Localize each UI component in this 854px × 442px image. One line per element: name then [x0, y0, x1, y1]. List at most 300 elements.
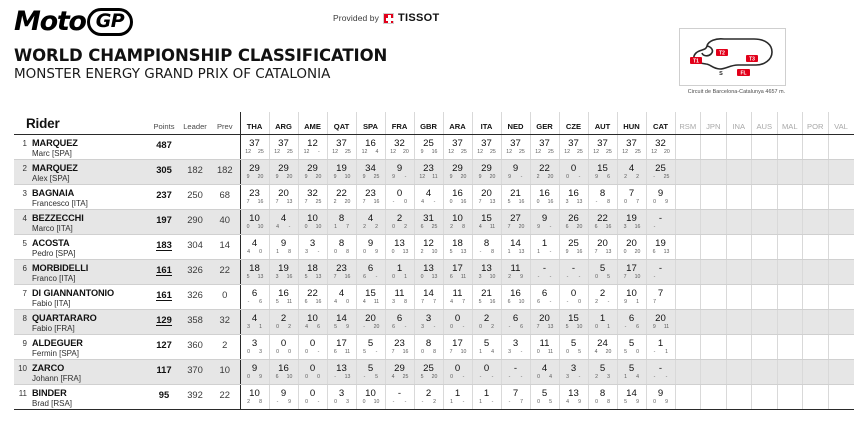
column-header-aut[interactable]: AUT	[588, 112, 617, 134]
result-cell-cat[interactable]	[646, 284, 675, 309]
result-cell-ita[interactable]	[472, 334, 501, 359]
result-cell-gbr[interactable]	[414, 259, 443, 284]
result-total: 0	[309, 362, 316, 374]
result-cell-ned[interactable]	[501, 384, 530, 409]
result-cell-mal[interactable]	[777, 359, 803, 384]
result-cell-aut[interactable]	[588, 259, 617, 284]
result-cell-hun[interactable]	[617, 159, 646, 184]
result-cell-ara[interactable]	[443, 209, 472, 234]
result-cell-ned[interactable]	[501, 309, 530, 334]
table-row[interactable]	[14, 234, 854, 259]
result-cell-aus[interactable]	[752, 284, 778, 309]
result-cell-jpn[interactable]	[701, 334, 727, 359]
result-cell-tha[interactable]	[240, 384, 269, 409]
result-cell-fra[interactable]	[385, 159, 414, 184]
result-cell-rsm[interactable]	[675, 184, 701, 209]
rider-name-cell[interactable]	[30, 334, 148, 359]
result-cell-ara[interactable]	[443, 384, 472, 409]
result-cell-aut[interactable]	[588, 384, 617, 409]
column-header-spa[interactable]: SPA	[356, 112, 385, 134]
result-cell-rsm[interactable]	[675, 134, 701, 159]
result-cell-ara[interactable]	[443, 259, 472, 284]
result-cell-ame[interactable]	[298, 184, 327, 209]
result-cell-ger[interactable]	[530, 384, 559, 409]
result-cell-rsm[interactable]	[675, 259, 701, 284]
result-cell-ina[interactable]	[726, 284, 752, 309]
result-cell-spa[interactable]	[356, 384, 385, 409]
result-cell-cat[interactable]	[646, 259, 675, 284]
result-cell-val[interactable]	[828, 234, 854, 259]
column-header-ame[interactable]: AME	[298, 112, 327, 134]
result-cell-spa[interactable]	[356, 209, 385, 234]
result-cell-fra[interactable]	[385, 384, 414, 409]
sprint-points: 4	[391, 373, 395, 380]
result-cell-ina[interactable]	[726, 384, 752, 409]
result-cell-aut[interactable]	[588, 334, 617, 359]
result-cell-val[interactable]	[828, 384, 854, 409]
column-header-rsm[interactable]: RSM	[675, 112, 701, 134]
result-cell-cat[interactable]	[646, 234, 675, 259]
result-cell-ame[interactable]	[298, 259, 327, 284]
result-cell-fra[interactable]	[385, 259, 414, 284]
result-cell-aut[interactable]	[588, 209, 617, 234]
result-cell-aut[interactable]	[588, 134, 617, 159]
result-cell-ned[interactable]	[501, 159, 530, 184]
result-cell-ned[interactable]	[501, 209, 530, 234]
result-cell-aut[interactable]	[588, 284, 617, 309]
result-cell-val[interactable]	[828, 359, 854, 384]
table-row[interactable]	[14, 309, 854, 334]
result-cell-mal[interactable]	[777, 234, 803, 259]
result-cell-ita[interactable]	[472, 184, 501, 209]
result-cell-cze[interactable]	[559, 234, 588, 259]
sprint-points: 0	[276, 348, 279, 355]
table-row[interactable]	[14, 284, 854, 309]
result-cell-cat[interactable]	[646, 134, 675, 159]
result-cell-arg[interactable]	[269, 234, 298, 259]
result-cell-hun[interactable]	[617, 234, 646, 259]
table-row[interactable]	[14, 209, 854, 234]
result-cell-ina[interactable]	[726, 309, 752, 334]
result-total: 22	[336, 187, 347, 199]
result-cell-aus[interactable]	[752, 209, 778, 234]
result-cell-arg[interactable]	[269, 259, 298, 284]
result-cell-aut[interactable]	[588, 309, 617, 334]
result-cell-jpn[interactable]	[701, 359, 727, 384]
table-row[interactable]	[14, 184, 854, 209]
result-breakdown	[328, 349, 356, 356]
result-cell-aut[interactable]	[588, 359, 617, 384]
result-cell-hun[interactable]	[617, 334, 646, 359]
column-header-aus[interactable]: AUS	[752, 112, 778, 134]
result-cell-cze[interactable]	[559, 159, 588, 184]
result-cell-fra[interactable]	[385, 334, 414, 359]
result-cell-hun[interactable]	[617, 184, 646, 209]
result-cell-ned[interactable]	[501, 234, 530, 259]
result-cell-aus[interactable]	[752, 184, 778, 209]
table-row[interactable]	[14, 259, 854, 284]
result-cell-ina[interactable]	[726, 234, 752, 259]
result-cell-arg[interactable]	[269, 159, 298, 184]
result-cell-spa[interactable]	[356, 184, 385, 209]
result-cell-fra[interactable]	[385, 184, 414, 209]
result-cell-ina[interactable]	[726, 259, 752, 284]
result-cell-gbr[interactable]	[414, 209, 443, 234]
result-cell-jpn[interactable]	[701, 159, 727, 184]
rider-name-cell[interactable]	[30, 159, 148, 184]
result-cell-rsm[interactable]	[675, 309, 701, 334]
result-cell-qat[interactable]	[327, 284, 356, 309]
result-cell-hun[interactable]	[617, 384, 646, 409]
result-cell-por[interactable]	[803, 209, 829, 234]
result-cell-cat[interactable]	[646, 184, 675, 209]
result-cell-fra[interactable]	[385, 284, 414, 309]
result-cell-ara[interactable]	[443, 184, 472, 209]
result-cell-jpn[interactable]	[701, 209, 727, 234]
result-cell-gbr[interactable]	[414, 334, 443, 359]
result-cell-jpn[interactable]	[701, 309, 727, 334]
result-cell-ina[interactable]	[726, 209, 752, 234]
result-cell-cat[interactable]	[646, 334, 675, 359]
rider-name-cell[interactable]	[30, 134, 148, 159]
result-cell-ara[interactable]	[443, 359, 472, 384]
result-cell-cze[interactable]	[559, 284, 588, 309]
result-cell-qat[interactable]	[327, 259, 356, 284]
result-cell-por[interactable]	[803, 159, 829, 184]
result-cell-val[interactable]	[828, 334, 854, 359]
column-header-tha[interactable]: THA	[240, 112, 269, 134]
column-header-ita[interactable]: ITA	[472, 112, 501, 134]
result-cell-jpn[interactable]	[701, 184, 727, 209]
result-cell-ger[interactable]	[530, 184, 559, 209]
rider-name-cell[interactable]	[30, 359, 148, 384]
column-header-arg[interactable]: ARG	[269, 112, 298, 134]
result-cell-fra[interactable]	[385, 234, 414, 259]
result-cell-aus[interactable]	[752, 134, 778, 159]
column-header-hun[interactable]: HUN	[617, 112, 646, 134]
result-cell-por[interactable]	[803, 184, 829, 209]
result-cell-jpn[interactable]	[701, 134, 727, 159]
result-cell-fra[interactable]	[385, 134, 414, 159]
result-cell-ame[interactable]	[298, 284, 327, 309]
column-header-cat[interactable]: CAT	[646, 112, 675, 134]
result-cell-cat[interactable]	[646, 359, 675, 384]
table-row[interactable]	[14, 134, 854, 159]
result-cell-mal[interactable]	[777, 134, 803, 159]
result-cell-cze[interactable]	[559, 309, 588, 334]
column-header-ned[interactable]: NED	[501, 112, 530, 134]
result-cell-ita[interactable]	[472, 159, 501, 184]
result-cell-cat[interactable]	[646, 209, 675, 234]
result-cell-rsm[interactable]	[675, 284, 701, 309]
result-cell-ger[interactable]	[530, 259, 559, 284]
column-header-val[interactable]: VAL	[828, 112, 854, 134]
result-cell-qat[interactable]	[327, 359, 356, 384]
result-cell-tha[interactable]	[240, 309, 269, 334]
result-cell-ame[interactable]	[298, 334, 327, 359]
result-cell-ita[interactable]	[472, 234, 501, 259]
table-row[interactable]	[14, 359, 854, 384]
sprint-points: 9	[420, 148, 424, 155]
result-cell-val[interactable]	[828, 309, 854, 334]
result-cell-aus[interactable]	[752, 334, 778, 359]
result-cell-aut[interactable]	[588, 159, 617, 184]
result-cell-gbr[interactable]	[414, 159, 443, 184]
result-cell-ita[interactable]	[472, 284, 501, 309]
column-header-jpn[interactable]: JPN	[701, 112, 727, 134]
result-cell-gbr[interactable]	[414, 234, 443, 259]
result-cell-ina[interactable]	[726, 359, 752, 384]
result-cell-ame[interactable]	[298, 134, 327, 159]
result-cell-arg[interactable]	[269, 334, 298, 359]
result-cell-ned[interactable]	[501, 284, 530, 309]
result-cell-cze[interactable]	[559, 359, 588, 384]
result-cell-cze[interactable]	[559, 134, 588, 159]
result-cell-jpn[interactable]	[701, 259, 727, 284]
result-cell-gbr[interactable]	[414, 134, 443, 159]
result-cell-mal[interactable]	[777, 209, 803, 234]
result-cell-fra[interactable]	[385, 209, 414, 234]
result-cell-mal[interactable]	[777, 309, 803, 334]
result-cell-aus[interactable]	[752, 359, 778, 384]
result-cell-cze[interactable]	[559, 184, 588, 209]
result-cell-spa[interactable]	[356, 309, 385, 334]
result-cell-por[interactable]	[803, 334, 829, 359]
result-cell-aut[interactable]	[588, 184, 617, 209]
result-cell-cze[interactable]	[559, 384, 588, 409]
result-cell-ita[interactable]	[472, 259, 501, 284]
result-cell-ger[interactable]	[530, 134, 559, 159]
result-cell-mal[interactable]	[777, 284, 803, 309]
result-cell-ina[interactable]	[726, 334, 752, 359]
result-cell-aus[interactable]	[752, 159, 778, 184]
result-cell-aus[interactable]	[752, 234, 778, 259]
result-cell-ame[interactable]	[298, 309, 327, 334]
rider-name-cell[interactable]	[30, 309, 148, 334]
table-row[interactable]	[14, 384, 854, 409]
result-cell-mal[interactable]	[777, 384, 803, 409]
result-cell-ame[interactable]	[298, 234, 327, 259]
result-cell-aus[interactable]	[752, 259, 778, 284]
result-cell-hun[interactable]	[617, 209, 646, 234]
column-header-cze[interactable]: CZE	[559, 112, 588, 134]
result-breakdown	[618, 324, 646, 331]
result-cell-arg[interactable]	[269, 184, 298, 209]
sprint-points: -	[421, 398, 424, 405]
result-cell-arg[interactable]	[269, 309, 298, 334]
result-cell-spa[interactable]	[356, 334, 385, 359]
result-cell-cat[interactable]	[646, 384, 675, 409]
result-cell-rsm[interactable]	[675, 234, 701, 259]
result-cell-por[interactable]	[803, 234, 829, 259]
rider-name-cell[interactable]	[30, 284, 148, 309]
result-cell-ara[interactable]	[443, 134, 472, 159]
result-cell-tha[interactable]	[240, 209, 269, 234]
result-cell-spa[interactable]	[356, 134, 385, 159]
result-cell-ame[interactable]	[298, 209, 327, 234]
result-cell-gbr[interactable]	[414, 384, 443, 409]
result-cell-tha[interactable]	[240, 334, 269, 359]
result-cell-val[interactable]	[828, 184, 854, 209]
column-header-ger[interactable]: GER	[530, 112, 559, 134]
result-cell-por[interactable]	[803, 259, 829, 284]
result-cell-arg[interactable]	[269, 359, 298, 384]
result-cell-hun[interactable]	[617, 359, 646, 384]
column-header-mal[interactable]: MAL	[777, 112, 803, 134]
result-cell-por[interactable]	[803, 284, 829, 309]
rider-name-cell[interactable]	[30, 209, 148, 234]
result-cell-por[interactable]	[803, 384, 829, 409]
rider-name-cell[interactable]	[30, 259, 148, 284]
result-cell-qat[interactable]	[327, 234, 356, 259]
table-row[interactable]	[14, 159, 854, 184]
result-cell-qat[interactable]	[327, 334, 356, 359]
result-cell-val[interactable]	[828, 159, 854, 184]
result-cell-tha[interactable]	[240, 259, 269, 284]
result-cell-cze[interactable]	[559, 334, 588, 359]
result-cell-hun[interactable]	[617, 309, 646, 334]
result-cell-arg[interactable]	[269, 284, 298, 309]
result-cell-por[interactable]	[803, 309, 829, 334]
column-header-ina[interactable]: INA	[726, 112, 752, 134]
result-cell-ned[interactable]	[501, 334, 530, 359]
result-cell-ita[interactable]	[472, 359, 501, 384]
result-cell-val[interactable]	[828, 134, 854, 159]
result-cell-val[interactable]	[828, 259, 854, 284]
result-cell-qat[interactable]	[327, 209, 356, 234]
result-cell-arg[interactable]	[269, 134, 298, 159]
result-cell-mal[interactable]	[777, 184, 803, 209]
result-cell-ina[interactable]	[726, 134, 752, 159]
result-cell-mal[interactable]	[777, 159, 803, 184]
result-cell-qat[interactable]	[327, 159, 356, 184]
result-cell-hun[interactable]	[617, 134, 646, 159]
result-cell-aus[interactable]	[752, 309, 778, 334]
column-header-ara[interactable]: ARA	[443, 112, 472, 134]
result-cell-qat[interactable]	[327, 134, 356, 159]
result-cell-ger[interactable]	[530, 309, 559, 334]
result-cell-ger[interactable]	[530, 284, 559, 309]
result-breakdown	[241, 274, 269, 281]
result-cell-jpn[interactable]	[701, 284, 727, 309]
result-cell-ita[interactable]	[472, 209, 501, 234]
gap-to-leader: 250	[180, 184, 210, 209]
result-cell-ita[interactable]	[472, 134, 501, 159]
result-cell-tha[interactable]	[240, 234, 269, 259]
result-cell-rsm[interactable]	[675, 334, 701, 359]
result-cell-aus[interactable]	[752, 384, 778, 409]
result-cell-arg[interactable]	[269, 384, 298, 409]
table-row[interactable]	[14, 334, 854, 359]
result-cell-tha[interactable]	[240, 284, 269, 309]
result-cell-qat[interactable]	[327, 309, 356, 334]
result-cell-val[interactable]	[828, 209, 854, 234]
result-cell-ita[interactable]	[472, 309, 501, 334]
result-cell-ina[interactable]	[726, 184, 752, 209]
result-cell-spa[interactable]	[356, 284, 385, 309]
result-cell-cze[interactable]	[559, 259, 588, 284]
column-header-qat[interactable]: QAT	[327, 112, 356, 134]
result-cell-fra[interactable]	[385, 359, 414, 384]
rider-name-cell[interactable]	[30, 184, 148, 209]
result-cell-qat[interactable]	[327, 184, 356, 209]
result-cell-ina[interactable]	[726, 159, 752, 184]
result-cell-ita[interactable]	[472, 384, 501, 409]
sprint-points: 9	[304, 173, 308, 180]
result-cell-ger[interactable]	[530, 209, 559, 234]
column-header-fra[interactable]: FRA	[385, 112, 414, 134]
result-cell-fra[interactable]	[385, 309, 414, 334]
result-cell-tha[interactable]	[240, 159, 269, 184]
result-cell-por[interactable]	[803, 359, 829, 384]
result-cell-spa[interactable]	[356, 259, 385, 284]
column-header-por[interactable]: POR	[803, 112, 829, 134]
result-cell-ned[interactable]	[501, 259, 530, 284]
result-cell-gbr[interactable]	[414, 309, 443, 334]
result-cell-rsm[interactable]	[675, 209, 701, 234]
result-cell-spa[interactable]	[356, 359, 385, 384]
rider-name-cell[interactable]	[30, 234, 148, 259]
result-cell-ara[interactable]	[443, 334, 472, 359]
result-cell-ame[interactable]	[298, 384, 327, 409]
result-cell-ned[interactable]	[501, 134, 530, 159]
result-cell-gbr[interactable]	[414, 184, 443, 209]
result-cell-val[interactable]	[828, 284, 854, 309]
result-cell-ara[interactable]	[443, 159, 472, 184]
result-cell-tha[interactable]	[240, 184, 269, 209]
result-cell-tha[interactable]	[240, 134, 269, 159]
column-header-gbr[interactable]: GBR	[414, 112, 443, 134]
result-cell-mal[interactable]	[777, 259, 803, 284]
result-cell-mal[interactable]	[777, 334, 803, 359]
rider-name-cell[interactable]	[30, 384, 148, 409]
result-cell-gbr[interactable]	[414, 359, 443, 384]
result-cell-cze[interactable]	[559, 209, 588, 234]
result-cell-ara[interactable]	[443, 309, 472, 334]
result-cell-spa[interactable]	[356, 234, 385, 259]
result-cell-rsm[interactable]	[675, 384, 701, 409]
result-cell-arg[interactable]	[269, 209, 298, 234]
result-cell-qat[interactable]	[327, 384, 356, 409]
result-cell-cat[interactable]	[646, 309, 675, 334]
result-cell-ger[interactable]	[530, 234, 559, 259]
result-cell-por[interactable]	[803, 134, 829, 159]
result-cell-ned[interactable]	[501, 359, 530, 384]
result-cell-hun[interactable]	[617, 284, 646, 309]
result-cell-ned[interactable]	[501, 184, 530, 209]
result-cell-cat[interactable]	[646, 159, 675, 184]
result-cell-ara[interactable]	[443, 284, 472, 309]
result-cell-spa[interactable]	[356, 159, 385, 184]
result-cell-ame[interactable]	[298, 159, 327, 184]
result-cell-ara[interactable]	[443, 234, 472, 259]
race-points: 20	[547, 173, 554, 180]
result-total: 20	[539, 312, 550, 324]
race-points: 11	[663, 323, 670, 330]
result-cell-rsm[interactable]	[675, 159, 701, 184]
result-cell-gbr[interactable]	[414, 284, 443, 309]
result-cell-rsm[interactable]	[675, 359, 701, 384]
result-cell-ger[interactable]	[530, 359, 559, 384]
result-cell-jpn[interactable]	[701, 384, 727, 409]
result-cell-aut[interactable]	[588, 234, 617, 259]
result-cell-tha[interactable]	[240, 359, 269, 384]
result-cell-ger[interactable]	[530, 159, 559, 184]
result-cell-jpn[interactable]	[701, 234, 727, 259]
result-cell-hun[interactable]	[617, 259, 646, 284]
result-cell-ame[interactable]	[298, 359, 327, 384]
result-cell-ger[interactable]	[530, 334, 559, 359]
